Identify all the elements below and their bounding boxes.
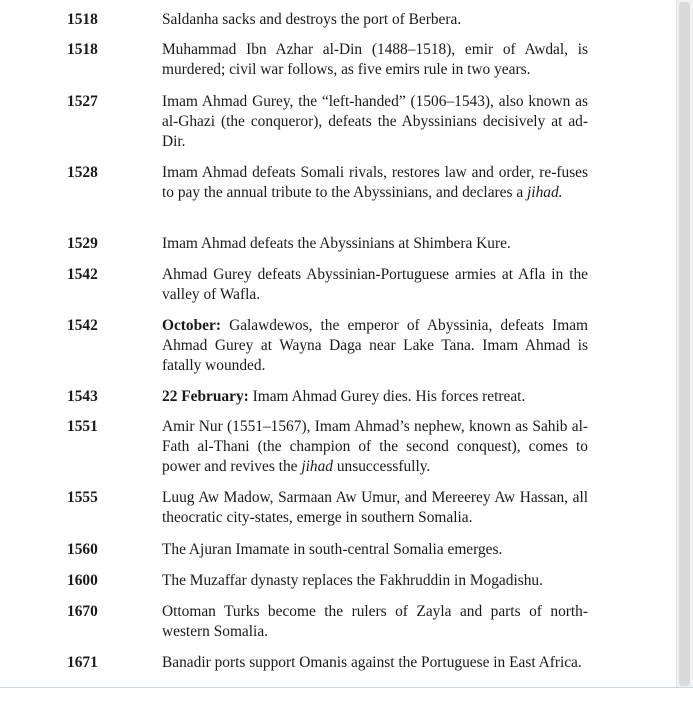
entry-description	[162, 10, 588, 30]
entry-text: Banadir ports support Omanis against the Portuguese in East Africa.	[162, 654, 582, 671]
entry-text: Luug Aw Madow, Sarmaan Aw Umur, and Mereerey Aw Hassan, all theocratic city-states, emerge in southern Somalia.	[162, 489, 588, 526]
entry-year: 1527	[67, 93, 98, 110]
entry-text: Imam Ahmad Gurey, the “left-handed” (1506–1543), also known as al-Ghazi (the conqueror), defeats the Abyssinians decisively at ad-Dir.	[162, 93, 588, 150]
entry-year: 1528	[67, 164, 98, 181]
entry-date-label: October:	[162, 317, 221, 334]
entry-text: Imam Ahmad defeats Somali rivals, restores law and order, re-fuses to pay the annual tribute to the Abyssinians, and declares a	[162, 164, 588, 201]
entry-text: unsuccessfully.	[332, 458, 431, 475]
entry-date-label: 22 February:	[162, 388, 249, 405]
entry-text: Galawdewos, the emperor of Abyssinia, defeats Imam Ahmad Gurey at Wayna Daga near Lake Tana. Imam Ahmad is fatally wounded.	[162, 317, 588, 374]
viewport-bottom-edge	[0, 687, 693, 688]
entry-text: Imam Ahmad defeats the Abyssinians at Shimbera Kure.	[162, 235, 511, 252]
entry-text: Ottoman Turks become the rulers of Zayla and parts of north-western Somalia.	[162, 603, 588, 640]
entry-year: 1542	[67, 266, 98, 283]
entry-year: 1542	[67, 317, 98, 334]
entry-year: 1600	[67, 572, 98, 589]
entry-description	[162, 40, 588, 80]
entry-year: 1543	[67, 388, 98, 405]
entry-description	[162, 92, 588, 152]
entry-text: The Ajuran Imamate in south-central Somalia emerges.	[162, 541, 503, 558]
entry-year: 1518	[67, 41, 98, 58]
entry-description	[162, 488, 588, 528]
entry-description	[162, 163, 588, 203]
entry-year: 1551	[67, 418, 98, 435]
entry-year: 1555	[67, 489, 98, 506]
entry-description	[162, 602, 588, 642]
scrollbar-thumb[interactable]	[679, 2, 690, 686]
entry-text: The Muzaffar dynasty replaces the Fakhruddin in Mogadishu.	[162, 572, 543, 589]
entry-description	[162, 540, 588, 560]
entry-italic-term: jihad	[301, 458, 333, 475]
entry-text: Ahmad Gurey defeats Abyssinian-Portuguese armies at Afla in the valley of Wafla.	[162, 266, 588, 303]
entry-italic-term: jihad.	[527, 184, 563, 201]
entry-description	[162, 571, 588, 591]
entry-year: 1671	[67, 654, 98, 671]
entry-description	[162, 417, 588, 477]
entry-year: 1518	[67, 11, 98, 28]
entry-description	[162, 265, 588, 305]
entry-text: Saldanha sacks and destroys the port of Berbera.	[162, 11, 462, 28]
entry-text: Amir Nur (1551–1567), Imam Ahmad’s nephew, known as Sahib al-Fath al-Thani (the champion of the second conquest), comes to power and revives the	[162, 418, 588, 475]
entry-description	[162, 316, 588, 376]
entry-description	[162, 387, 588, 407]
entry-description	[162, 234, 588, 254]
entry-year: 1670	[67, 603, 98, 620]
entry-text: Imam Ahmad Gurey dies. His forces retreat.	[248, 388, 526, 405]
entry-text: Muhammad Ibn Azhar al-Din (1488–1518), emir of Awdal, is murdered; civil war follows, as five emirs rule in two years.	[162, 41, 588, 78]
entry-description	[162, 653, 588, 673]
entry-year: 1529	[67, 235, 98, 252]
entry-year: 1560	[67, 541, 98, 558]
